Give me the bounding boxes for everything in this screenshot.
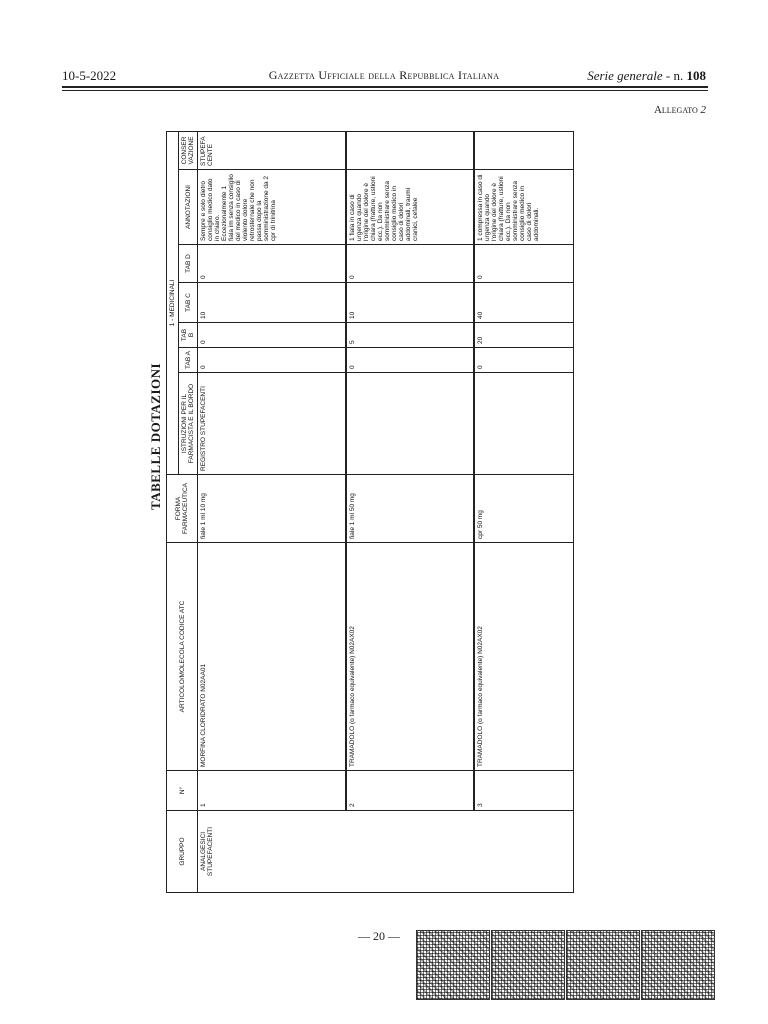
num-cell: 1 bbox=[198, 771, 346, 811]
section-row bbox=[167, 131, 179, 892]
conservazione-cell bbox=[346, 131, 474, 169]
header-serie bbox=[587, 68, 706, 84]
tab-c-cell: 10 bbox=[198, 282, 346, 322]
articolo-cell: TRAMADOLO (o farmaco equivalente) N02AX02 bbox=[474, 542, 574, 770]
istruzioni-cell bbox=[346, 372, 474, 474]
tab-b-cell: 0 bbox=[198, 322, 346, 347]
tab-d-cell: 0 bbox=[198, 244, 346, 282]
side-title: TABELLE DOTAZIONI bbox=[148, 362, 163, 510]
tab-d-cell: 0 bbox=[346, 244, 474, 282]
istruzioni-cell bbox=[474, 372, 574, 474]
col-conservazione: CONSERVAZIONE bbox=[179, 131, 198, 169]
annotazioni-cell: Sempre e solo dietro consiglio medico dato in chiaro. Eccezionalmente 1 fiala im senza consiglio del medico in caso di violento dolore retrosternale che non passa dopo la somministrazione da 2 cpr di trinitrina bbox=[198, 169, 346, 244]
tab-b-cell: 5 bbox=[346, 322, 474, 347]
qr-code-2 bbox=[491, 930, 565, 1000]
tab-a-cell: 0 bbox=[198, 347, 346, 372]
qr-code-1 bbox=[416, 930, 490, 1000]
allegato-text: Allegato bbox=[653, 104, 698, 116]
col-tab-c: TAB C bbox=[179, 282, 198, 322]
col-gruppo: GRUPPO bbox=[167, 811, 198, 893]
col-articolo: ARTICOLO/MOLECOLA CODICE ATC bbox=[167, 542, 198, 770]
tab-a-cell: 0 bbox=[474, 347, 574, 372]
istruzioni-cell: REGISTRO STUPEFACENTI bbox=[198, 372, 346, 474]
allegato-number: 2 bbox=[700, 104, 706, 116]
section-label: 1 - MEDICINALI bbox=[167, 131, 179, 474]
col-tab-a: TAB A bbox=[179, 347, 198, 372]
serie-separator: - n. bbox=[662, 68, 687, 83]
num-cell: 2 bbox=[346, 771, 474, 811]
header-rule-thin bbox=[62, 90, 708, 91]
conservazione-cell bbox=[474, 131, 574, 169]
serie-label: Serie generale bbox=[587, 68, 663, 83]
qr-code-4 bbox=[641, 930, 715, 1000]
col-num: N° bbox=[167, 771, 198, 811]
forma-cell: fiale 1 ml 50 mg bbox=[346, 474, 474, 542]
tab-c-cell: 10 bbox=[346, 282, 474, 322]
col-annotazioni: ANNOTAZIONI bbox=[179, 169, 198, 244]
serie-number: 108 bbox=[686, 68, 706, 83]
articolo-cell: TRAMADOLO (o farmaco equivalente) N02AX02 bbox=[346, 542, 474, 770]
tab-b-cell: 20 bbox=[474, 322, 574, 347]
tab-d-cell: 0 bbox=[474, 244, 574, 282]
header-title: Gazzetta Ufficiale della Repubblica Italiana bbox=[268, 68, 500, 82]
col-tab-b: TAB B bbox=[179, 322, 198, 347]
articolo-cell: MORFINA CLORIDRATO N02AA01 bbox=[198, 542, 346, 770]
header-rule-thick bbox=[62, 86, 708, 88]
tab-c-cell: 40 bbox=[474, 282, 574, 322]
qr-code-3 bbox=[566, 930, 640, 1000]
table-row bbox=[474, 131, 574, 892]
annotazioni-cell: 1 fiala in caso di urgenza quando l'origine del dolore è chiara (fratture, ustioni ecc.). Da non somministrare senza consiglio medico in caso di dolori addominali, traumi cranici, cefalee bbox=[346, 169, 474, 244]
dotazioni-table bbox=[166, 133, 618, 893]
header-date: 10-5-2022 bbox=[62, 68, 117, 83]
gruppo-cell: ANALGESICI STUPEFACENTI bbox=[198, 811, 574, 893]
conservazione-cell: STUPEFACENTE bbox=[198, 131, 346, 169]
allegato-label bbox=[654, 104, 706, 116]
col-tab-d: TAB D bbox=[179, 244, 198, 282]
tab-a-cell: 0 bbox=[346, 347, 474, 372]
num-cell: 3 bbox=[474, 771, 574, 811]
medicinali-table bbox=[166, 131, 574, 893]
col-forma: FORMA FARMACEUTICA bbox=[167, 474, 198, 542]
forma-cell: cpr 50 mg bbox=[474, 474, 574, 542]
table-row bbox=[346, 131, 474, 892]
annotazioni-cell: 1 compressa in caso di urgenza quando l'origine del dolore è chiara (fratture, ustioni ecc.). Da non somministrare senza consiglio medico in caso di dolori addominali. bbox=[474, 169, 574, 244]
page-number: — 20 — bbox=[358, 929, 400, 943]
forma-cell: fiale 1 ml 10 mg bbox=[198, 474, 346, 542]
table-row bbox=[198, 131, 346, 892]
col-istruzioni: ISTRUZIONI PER IL FARMACISTA E IL BORDO bbox=[179, 372, 198, 474]
